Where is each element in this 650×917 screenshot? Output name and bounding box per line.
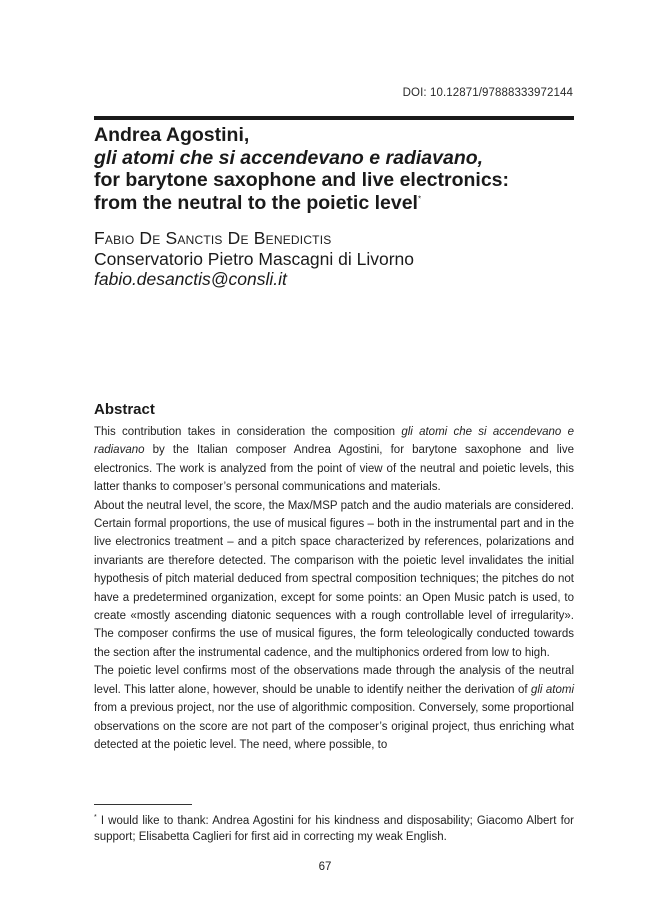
abstract-p3-before: The poietic level confirms most of the observations made through the analysis of the neutral level. This latter alone, however, should be unable to identify neither the derivation of [94,665,574,696]
paper-title [94,124,584,214]
abstract-paragraph-3 [94,662,574,754]
abstract-p1-before: This contribution takes in consideration the composition [94,426,402,438]
doi-header: DOI: 10.12871/97888333972144 [402,87,573,99]
footnote-text: I would like to thank: Andrea Agostini for his kindness and disposability; Giacomo Albert for support; Elisabetta Caglieri for first aid in correcting my weak English. [94,815,574,843]
title-line-4-text: from the neutral to the poietic level [94,191,418,214]
abstract-p1-after: by the Italian composer Andrea Agostini, for barytone saxophone and live electronics. The work is analyzed from the point of view of the neutral and poietic levels, this latter thanks to composer’s personal communications and materials. [94,444,574,494]
title-line-3: for barytone saxophone and live electronics: [94,169,510,191]
abstract-p1-work-title: gli atomi che si accendevano e radiavano [94,426,574,457]
abstract-p3-after: from a previous project, nor the use of algorithmic composition. Conversely, some proportional observations on the score are not part of the composer’s original project, thus enriching what detected at the poietic level. The need, where possible, to [94,702,574,751]
title-line-4 [94,192,584,215]
abstract-heading: Abstract [94,401,155,418]
title-line-2: gli atomi che si accendevano e radiavano, [94,146,484,169]
title-line-1: Andrea Agostini, [94,124,250,146]
abstract-body [94,423,574,754]
author-name: Fabio De Sanctis De Benedictis [94,228,332,248]
page-number: 67 [318,861,332,873]
title-footnote-marker: * [417,194,422,203]
footnote-marker: * [94,814,97,822]
title-rule [94,116,574,120]
author-email: fabio.desanctis@consli.it [94,269,287,289]
abstract-paragraph-2: About the neutral level, the score, the Max/MSP patch and the audio materials are considered. Certain formal proportions, the use of musical figures – both in the instrumental part and in the live electronics treatment – and a pitch space characterized by references, polarizations and invariants are therefore detected. The comparison with the poietic level invalidates the initial hypothesis of pitch material deduced from spectral composition techniques; the pitches do not have a predetermined organization, except for some points: an Open Music patch is used, to create «mostly ascending diatonic sequences with a rough controllable level of irregularity». The composer confirms the use of musical figures, the form teleologically conducted towards the section after the instrumental cadence, and the multiphonics ordered from low to high. [94,499,574,659]
footnote [94,813,574,845]
footnote-rule [94,804,192,805]
author-block [94,228,414,290]
abstract-p3-work-short: gli atomi [530,683,574,696]
author-affiliation: Conservatorio Pietro Mascagni di Livorno [94,248,415,269]
abstract-paragraph-1 [94,423,574,497]
